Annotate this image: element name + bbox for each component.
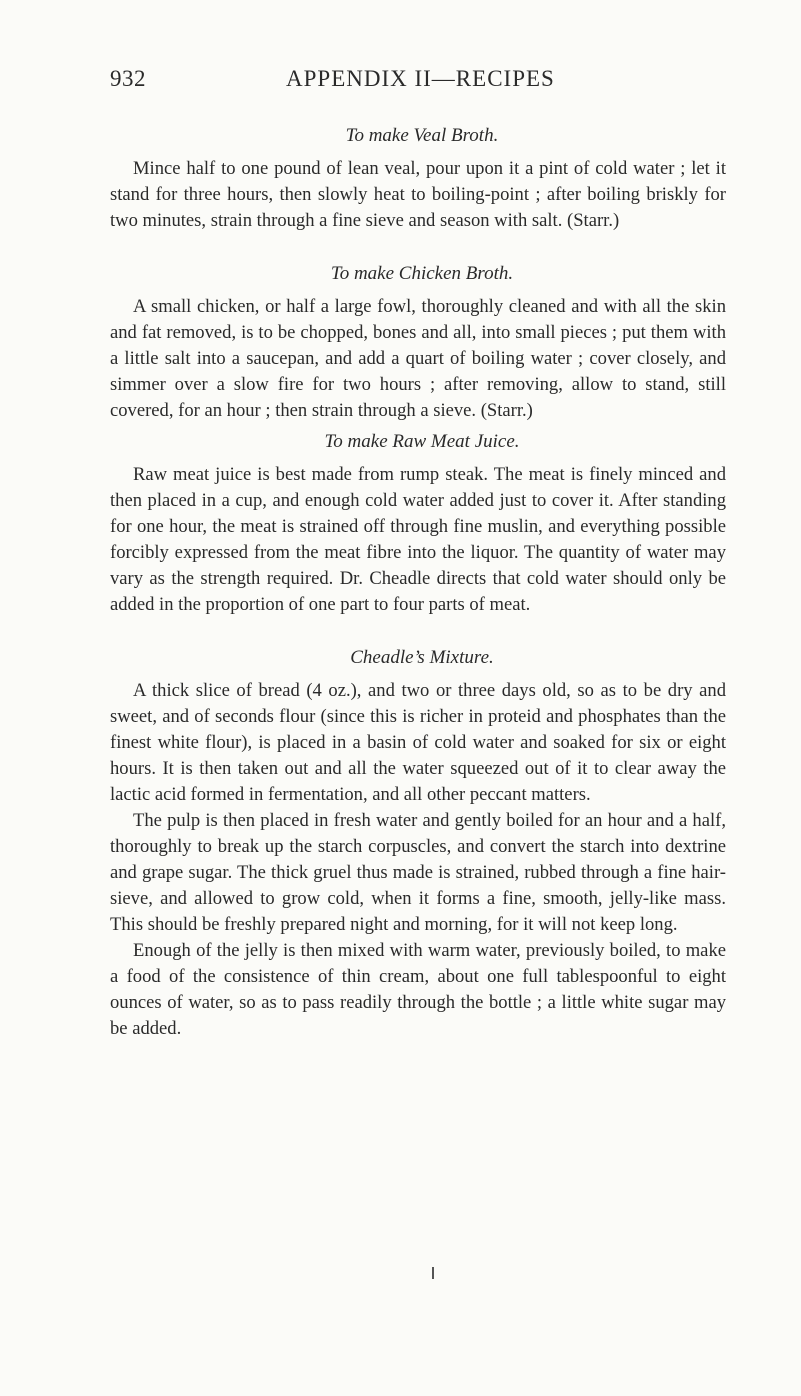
recipe-title: To make Veal Broth. [345,125,499,146]
page-number: 932 [110,66,146,91]
recipe-cheadles-mixture [110,644,726,1042]
recipe-paragraph: A thick slice of bread (4 oz.), and two or three days old, so as to be dry and sweet, and of seconds flour (since this is richer in proteid and phosphates than the finest white flour), is placed in a basin of cold water and soaked for six or eight hours. It is then taken out and all the water squeezed out of it to clear away the lactic acid formed in fermentation, and all other peccant matters. [110,680,726,805]
recipe-veal-broth [110,122,726,234]
recipe-paragraph: A small chicken, or half a large fowl, thoroughly cleaned and with all the skin and fat removed, is to be chopped, bones and all, into small pieces ; put them with a little salt into a saucepan, and add a quart of boiling water ; cover closely, and simmer over a slow fire for two hours ; after removing, allow to stand, still covered, for an hour ; then strain through a sieve. (Starr.) [110,296,726,421]
recipe-paragraph: Enough of the jelly is then mixed with warm water, previously boiled, to make a food of the consistence of thin cream, about one full tablespoonful to eight ounces of water, so as to pass readily through the bottle ; a little white sugar may be added. [110,940,726,1039]
running-head: APPENDIX II—RECIPES [286,66,555,91]
recipe-paragraph: Raw meat juice is best made from rump steak. The meat is finely minced and then placed in a cup, and enough cold water added just to cover it. After standing for one hour, the meat is strained off through fine muslin, and everything possible forcibly expressed from the meat fibre into the liquor. The quantity of water may vary as the strength required. Dr. Cheadle directs that cold water should only be added in the proportion of one part to four parts of meat. [110,464,726,615]
page-body [110,122,726,1042]
page-header [110,66,726,106]
recipe-paragraph: Mince half to one pound of lean veal, pour upon it a pint of cold water ; let it stand for three hours, then slowly heat to boiling-point ; after boiling briskly for two minutes, strain through a fine sieve and season with salt. (Starr.) [110,158,726,231]
recipe-title: To make Raw Meat Juice. [324,431,520,452]
recipe-title: Cheadle’s Mixture. [350,647,494,668]
print-mark [432,1267,434,1279]
recipe-chicken-broth [110,260,726,424]
recipe-title: To make Chicken Broth. [330,263,514,284]
recipe-paragraph: The pulp is then placed in fresh water and gently boiled for an hour and a half, thoroughly to break up the starch corpuscles, and convert the starch into dextrine and grape sugar. The thick gruel thus made is strained, rubbed through a fine hair-sieve, and allowed to grow cold, when it forms a fine, smooth, jelly-like mass. This should be freshly prepared night and morning, for it will not keep long. [110,810,726,935]
recipe-raw-meat-juice [110,428,726,618]
